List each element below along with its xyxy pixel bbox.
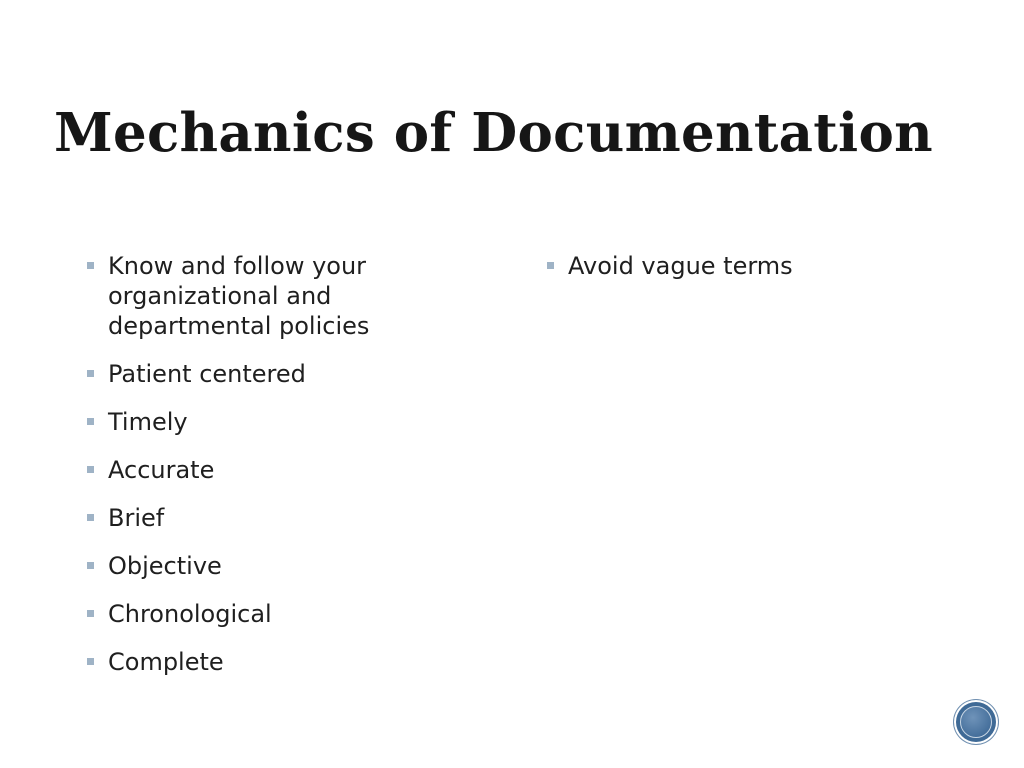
slide-title: Mechanics of Documentation bbox=[54, 102, 933, 164]
bullet-text: Objective bbox=[108, 552, 222, 580]
list-item bbox=[87, 251, 487, 341]
bullet-text: Brief bbox=[108, 504, 165, 532]
square-bullet-icon bbox=[547, 262, 554, 269]
bullet-text: Complete bbox=[108, 648, 224, 676]
square-bullet-icon bbox=[87, 418, 94, 425]
list-item bbox=[87, 551, 487, 581]
list-item bbox=[87, 455, 487, 485]
left-bullet-list bbox=[87, 251, 487, 695]
list-item bbox=[547, 251, 967, 281]
list-item bbox=[87, 503, 487, 533]
square-bullet-icon bbox=[87, 658, 94, 665]
list-item bbox=[87, 599, 487, 629]
bullet-text: Accurate bbox=[108, 456, 215, 484]
bullet-text: Timely bbox=[108, 408, 188, 436]
square-bullet-icon bbox=[87, 610, 94, 617]
right-bullet-list bbox=[547, 251, 967, 299]
slide-nav-button[interactable] bbox=[954, 700, 998, 744]
list-item bbox=[87, 359, 487, 389]
list-item bbox=[87, 647, 487, 677]
bullet-text: Avoid vague terms bbox=[568, 252, 793, 280]
list-item bbox=[87, 407, 487, 437]
bullet-text: Know and follow your organizational and departmental policies bbox=[108, 252, 370, 340]
square-bullet-icon bbox=[87, 562, 94, 569]
bullet-text: Chronological bbox=[108, 600, 272, 628]
circle-button-icon bbox=[960, 706, 992, 738]
square-bullet-icon bbox=[87, 262, 94, 269]
square-bullet-icon bbox=[87, 370, 94, 377]
square-bullet-icon bbox=[87, 514, 94, 521]
square-bullet-icon bbox=[87, 466, 94, 473]
bullet-text: Patient centered bbox=[108, 360, 306, 388]
